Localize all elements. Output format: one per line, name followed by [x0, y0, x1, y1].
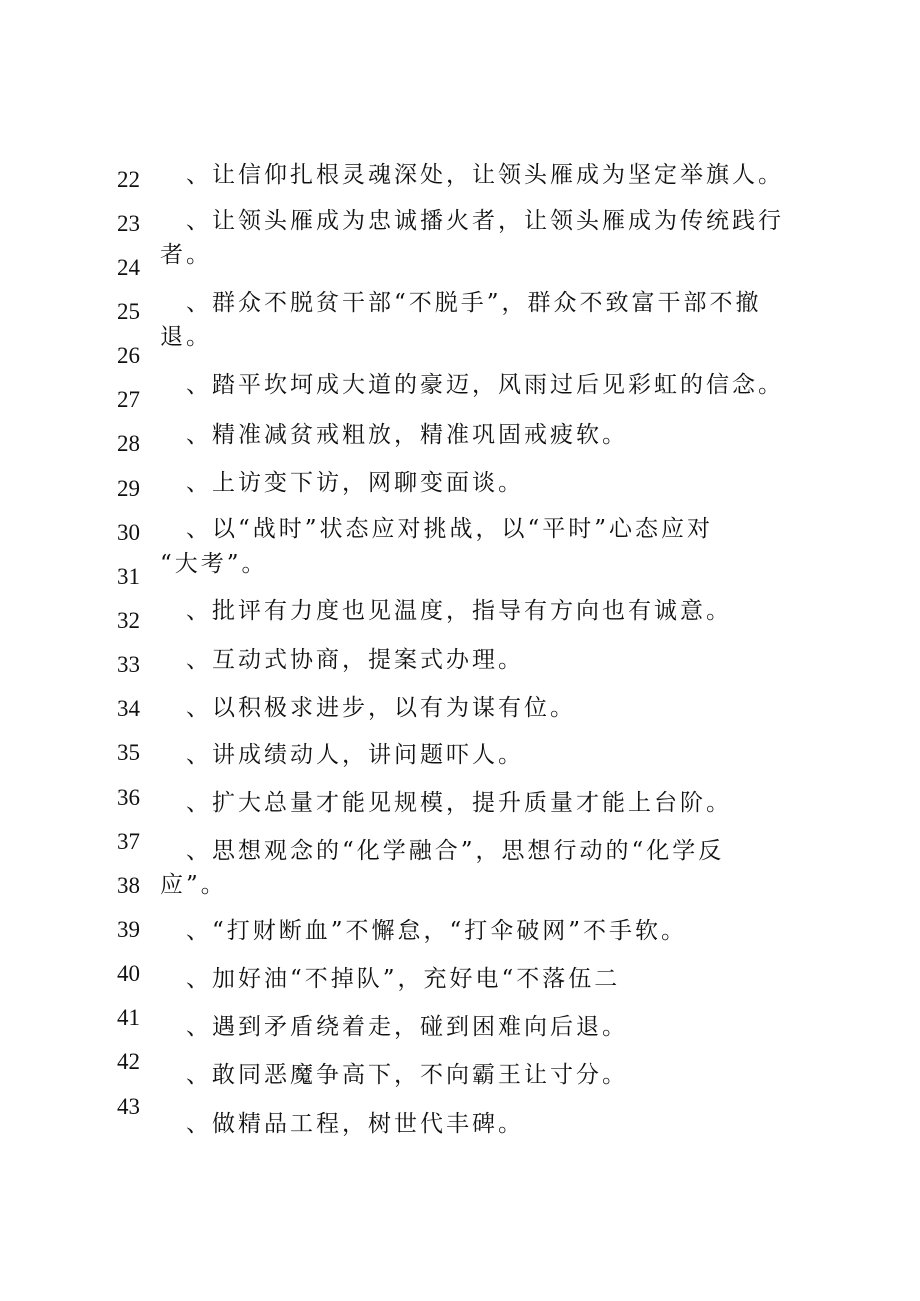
line-number: 39 [117, 917, 140, 942]
text-line: 、让信仰扎根灵魂深处，让领头雁成为坚定举旗人。 [160, 162, 784, 188]
text-line: 、互动式协商，提案式办理。 [160, 647, 524, 673]
text-line: 、思想观念的“化学融合”，思想行动的“化学反 [160, 838, 725, 864]
text-line: 、让领头雁成为忠诚播火者，让领头雁成为传统践行 [160, 208, 784, 234]
text-line: 、上访变下访，网聊变面谈。 [160, 470, 524, 496]
line-number: 23 [117, 211, 140, 236]
text-line: 、批评有力度也见温度，指导有方向也有诚意。 [160, 598, 732, 624]
text-line: 、敢同恶魔争高下，不向霸王让寸分。 [160, 1062, 628, 1088]
line-number: 28 [117, 431, 140, 456]
line-number: 26 [117, 343, 140, 368]
line-number: 33 [117, 652, 140, 677]
line-number: 32 [117, 608, 140, 633]
line-number: 43 [117, 1094, 140, 1119]
line-number: 35 [117, 740, 140, 765]
text-line: 、做精品工程，树世代丰碑。 [160, 1111, 524, 1137]
line-number: 22 [117, 167, 140, 192]
text-line: 、精准减贫戒粗放，精准巩固戒疲软。 [160, 422, 628, 448]
text-line: 者。 [160, 242, 212, 268]
text-line: 、以积极求进步，以有为谋有位。 [160, 695, 576, 721]
text-line: 、加好油“不掉队”，充好电“不落伍二 [160, 966, 621, 992]
line-number: 34 [117, 696, 140, 721]
text-line: 、以“战时”状态应对挑战，以“平时”心态应对 [160, 516, 714, 542]
text-line: “大考”。 [160, 551, 268, 577]
line-number: 42 [117, 1049, 140, 1074]
line-number: 29 [117, 476, 140, 501]
text-line: 、群众不脱贫干部“不脱手”，群众不致富干部不撤 [160, 290, 762, 316]
text-line: 、踏平坎坷成大道的豪迈，风雨过后见彩虹的信念。 [160, 372, 784, 398]
line-number: 31 [117, 564, 140, 589]
text-line: 、遇到矛盾绕着走，碰到困难向后退。 [160, 1014, 628, 1040]
text-line: 、讲成绩动人，讲问题吓人。 [160, 742, 524, 768]
line-number: 24 [117, 255, 140, 280]
line-number: 41 [117, 1005, 140, 1030]
text-line: 、“打财断血”不懈怠，“打伞破网”不手软。 [160, 918, 688, 944]
line-number: 25 [117, 299, 140, 324]
line-number: 37 [117, 829, 140, 854]
text-line: 应”。 [160, 872, 227, 898]
line-number: 40 [117, 961, 140, 986]
line-number: 38 [117, 873, 140, 898]
line-number: 36 [117, 785, 140, 810]
text-line: 退。 [160, 324, 212, 350]
text-line: 、扩大总量才能见规模，提升质量才能上台阶。 [160, 790, 732, 816]
line-number: 30 [117, 520, 140, 545]
line-number: 27 [117, 387, 140, 412]
